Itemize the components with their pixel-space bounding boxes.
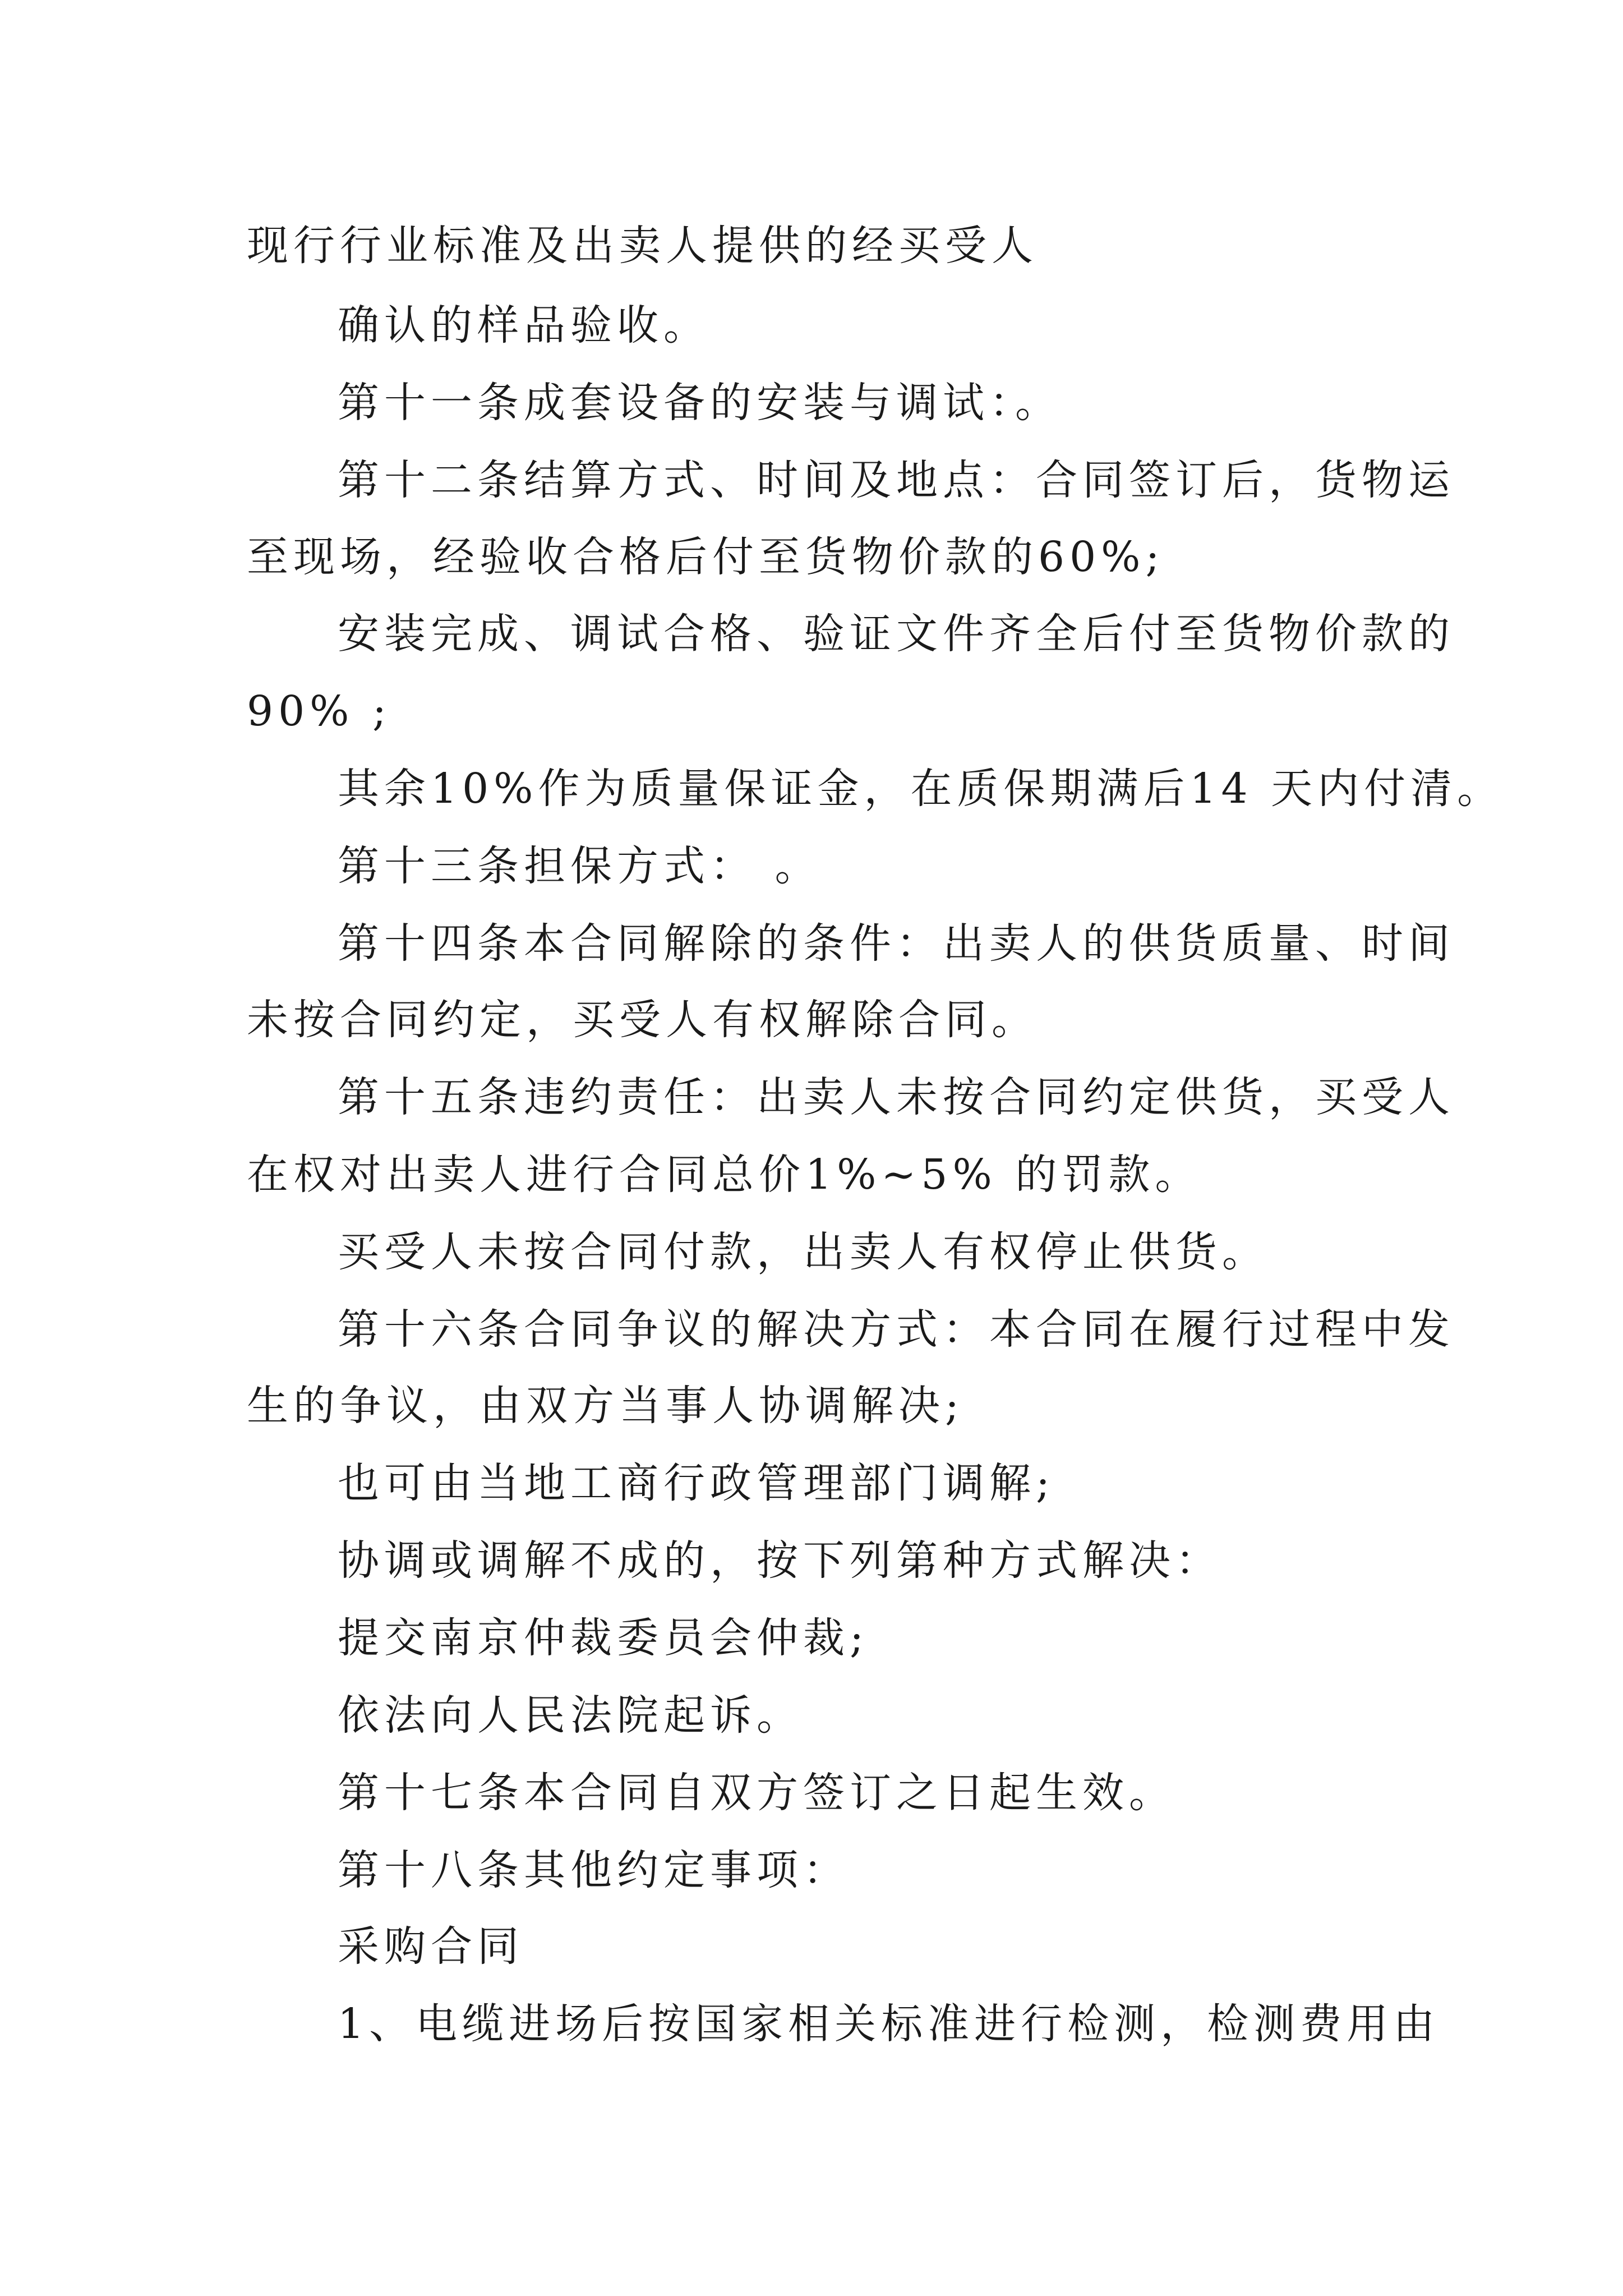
text-line-24: 1、电缆进场后按国家相关标准进行检测，检测费用由: [338, 2000, 1440, 2048]
text-line-15: 第十六条合同争议的解决方式：本合同在履行过程中发: [338, 1305, 1455, 1354]
text-line-18: 协调或调解不成的，按下列第种方式解决：: [338, 1536, 1222, 1585]
text-line-8: 其余10%作为质量保证金，在质保期满后14 天内付清。: [338, 765, 1504, 813]
text-line-2: 确认的样品验收。: [338, 301, 710, 349]
text-line-10: 第十四条本合同解除的条件：出卖人的供货质量、时间: [338, 919, 1455, 968]
text-line-17: 也可由当地工商行政管理部门调解;: [338, 1459, 1055, 1507]
text-line-23: 采购合同: [338, 1922, 524, 1971]
text-line-19: 提交南京仲裁委员会仲裁;: [338, 1614, 869, 1662]
text-line-16: 生的争议，由双方当事人协调解决;: [247, 1382, 964, 1430]
text-line-3: 第十一条成套设备的安装与调试：。: [338, 379, 1062, 427]
text-line-12: 第十五条违约责任：出卖人未按合同约定供货，买受人: [338, 1073, 1455, 1121]
text-line-13: 在权对出卖人进行合同总价1%~5% 的罚款。: [247, 1151, 1202, 1199]
text-line-11: 未按合同约定，买受人有权解除合同。: [247, 996, 1038, 1044]
text-line-5: 至现场，经验收合格后付至货物价款的60%;: [247, 533, 1165, 581]
text-line-9: 第十三条担保方式： 。: [338, 842, 822, 890]
text-line-6: 安装完成、调试合格、验证文件齐全后付至货物价款的: [338, 610, 1455, 658]
text-line-21: 第十七条本合同自双方签订之日起生效。: [338, 1769, 1175, 1817]
text-line-22: 第十八条其他约定事项：: [338, 1846, 850, 1894]
text-line-4: 第十二条结算方式、时间及地点：合同签订后，货物运: [338, 456, 1455, 504]
text-line-20: 依法向人民法院起诉。: [338, 1691, 803, 1740]
text-line-1: 现行行业标准及出卖人提供的经买受人: [247, 222, 1038, 270]
text-line-7: 90% ;: [247, 687, 391, 735]
text-line-14: 买受人未按合同付款，出卖人有权停止供货。: [338, 1228, 1269, 1276]
